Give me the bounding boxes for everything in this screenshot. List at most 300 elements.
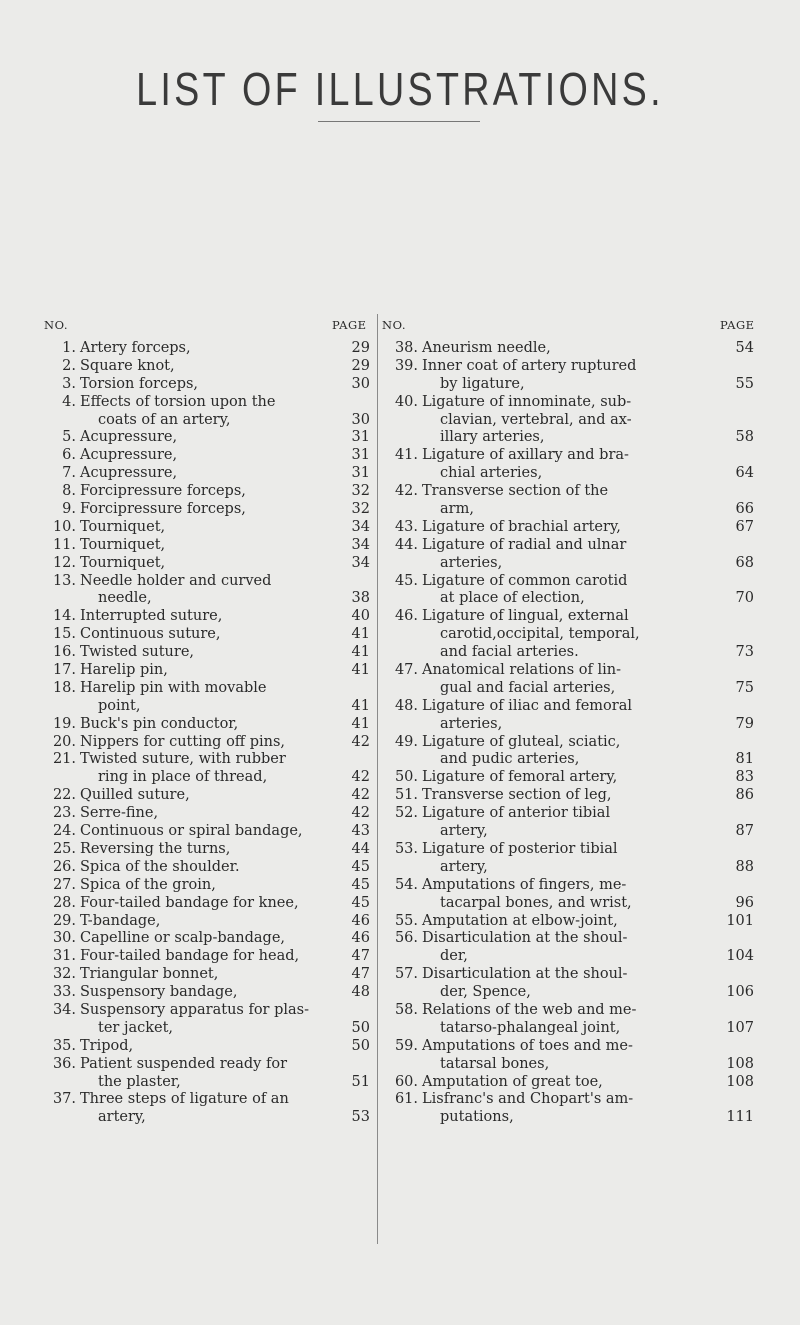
entry-page: 47: [351, 948, 370, 965]
illustration-entry: [44, 447, 374, 465]
left-page-header: PAGE: [332, 318, 367, 332]
entry-number: 61.: [394, 1091, 418, 1108]
entry-line: [44, 913, 374, 931]
entry-line: [386, 930, 754, 948]
illustration-entry: [386, 787, 754, 805]
entry-number: 53.: [394, 840, 418, 857]
entry-line: [386, 877, 754, 895]
entry-text: coats of an artery,: [98, 411, 231, 428]
entry-page: 68: [735, 554, 754, 571]
entry-text: the plaster,: [98, 1073, 181, 1090]
entry-text: Spica of the groin,: [80, 876, 216, 893]
entry-number: 23.: [52, 805, 76, 822]
illustration-entry: [386, 841, 754, 877]
entry-line: [44, 734, 374, 752]
entry-text: Continuous suture,: [80, 626, 221, 643]
illustration-entry: [44, 555, 374, 573]
entry-text: Relations of the web and me-: [422, 1001, 637, 1018]
entry-page: 42: [351, 769, 370, 786]
entry-number: 5.: [62, 429, 76, 446]
entry-text: Disarticulation at the shoul-: [422, 966, 628, 983]
entry-line: [386, 841, 754, 859]
illustration-entry: [44, 913, 374, 931]
entry-line: [44, 340, 374, 358]
entry-text: Ligature of radial and ulnar: [422, 536, 627, 553]
illustration-entry: [44, 465, 374, 483]
entry-number: 30.: [52, 930, 76, 947]
entry-page: 106: [726, 984, 754, 1001]
entry-number: 59.: [394, 1037, 418, 1054]
entry-page: 42: [351, 787, 370, 804]
entry-number: 50.: [394, 769, 418, 786]
entry-number: 15.: [52, 626, 76, 643]
entry-text: by ligature,: [440, 375, 525, 392]
entry-line: [386, 966, 754, 984]
entry-number: 60.: [394, 1073, 418, 1090]
illustration-entry: [44, 1091, 374, 1127]
entry-line: [44, 644, 374, 662]
entry-page: 40: [351, 608, 370, 625]
entry-line: [386, 895, 754, 913]
illustration-entry: [44, 537, 374, 555]
entry-text: Effects of torsion upon the: [80, 393, 276, 410]
illustration-entry: [44, 626, 374, 644]
entry-number: 35.: [52, 1037, 76, 1054]
entry-line: [44, 1056, 374, 1074]
illustration-entry: [386, 447, 754, 483]
entry-page: 88: [735, 858, 754, 875]
entry-line: [386, 1002, 754, 1020]
column-divider: [377, 314, 378, 1244]
page-title: LIST OF ILLUSTRATIONS.: [136, 63, 664, 115]
illustration-entry: [44, 501, 374, 519]
entry-text: and facial arteries.: [440, 644, 579, 661]
illustration-entry: [386, 662, 754, 698]
entry-text: Spica of the shoulder.: [80, 858, 240, 875]
illustration-entry: [386, 358, 754, 394]
entry-line: [44, 1091, 374, 1109]
entry-page: 31: [351, 447, 370, 464]
entry-page: 42: [351, 805, 370, 822]
entry-line: [386, 1091, 754, 1109]
illustration-entry: [44, 429, 374, 447]
entry-text: Continuous or spiral bandage,: [80, 823, 303, 840]
entry-text: T-bandage,: [80, 912, 161, 929]
entry-page: 108: [726, 1055, 754, 1072]
entry-line: [44, 841, 374, 859]
entry-page: 73: [735, 644, 754, 661]
entry-number: 48.: [394, 697, 418, 714]
illustration-entry: [44, 394, 374, 430]
illustration-entry: [44, 841, 374, 859]
entry-text: Forcipressure forceps,: [80, 501, 246, 518]
illustration-entry: [386, 483, 754, 519]
left-no-header: NO.: [44, 318, 68, 332]
entry-line: [44, 716, 374, 734]
right-no-header: NO.: [382, 318, 406, 332]
entry-text: arteries,: [440, 715, 503, 732]
entry-text: Twisted suture, with rubber: [80, 751, 286, 768]
entry-text: Amputation at elbow-joint,: [422, 912, 618, 929]
illustration-entry: [386, 1002, 754, 1038]
entry-page: 30: [351, 375, 370, 392]
entry-line: [386, 751, 754, 769]
entry-page: 50: [351, 1037, 370, 1054]
entry-page: 41: [351, 715, 370, 732]
entry-text: Harelip pin with movable: [80, 679, 267, 696]
entry-text: Tourniquet,: [80, 554, 166, 571]
entry-text: Twisted suture,: [80, 644, 195, 661]
entry-text: Amputations of toes and me-: [422, 1037, 633, 1054]
illustration-entry: [386, 769, 754, 787]
entry-number: 37.: [52, 1091, 76, 1108]
entry-text: clavian, vertebral, and ax-: [440, 411, 632, 428]
entry-line: [386, 573, 754, 591]
entry-page: 75: [735, 679, 754, 696]
entry-text: tacarpal bones, and wrist,: [440, 894, 632, 911]
illustration-entry: [44, 662, 374, 680]
entry-text: Four-tailed bandage for knee,: [80, 894, 299, 911]
entry-line: [44, 805, 374, 823]
illustration-entry: [386, 1074, 754, 1092]
entry-line: [386, 734, 754, 752]
entry-text: Artery forceps,: [80, 340, 191, 356]
entry-number: 24.: [52, 823, 76, 840]
entry-number: 51.: [394, 787, 418, 804]
entry-text: Ligature of iliac and femoral: [422, 697, 632, 714]
entry-text: Transverse section of the: [422, 483, 609, 500]
entry-number: 58.: [394, 1001, 418, 1018]
entry-text: and pudic arteries,: [440, 751, 580, 768]
entry-text: Ligature of anterior tibial: [422, 805, 611, 822]
entry-line: [386, 501, 754, 519]
entry-line: [386, 555, 754, 573]
entry-number: 26.: [52, 858, 76, 875]
entry-line: [386, 1038, 754, 1056]
entry-page: 87: [735, 823, 754, 840]
entry-text: carotid,occipital, temporal,: [440, 626, 640, 643]
entry-line: [386, 483, 754, 501]
entry-number: 13.: [52, 572, 76, 589]
entry-number: 31.: [52, 948, 76, 965]
entry-page: 29: [351, 357, 370, 374]
entry-text: Patient suspended ready for: [80, 1055, 288, 1072]
entry-page: 45: [351, 876, 370, 893]
entry-line: [44, 930, 374, 948]
entry-line: [386, 465, 754, 483]
entry-number: 2.: [62, 357, 76, 374]
entry-line: [386, 429, 754, 447]
entry-text: ring in place of thread,: [98, 769, 268, 786]
entry-number: 32.: [52, 966, 76, 983]
entry-text: Four-tailed bandage for head,: [80, 948, 300, 965]
entry-line: [44, 1109, 374, 1127]
entry-page: 86: [735, 787, 754, 804]
entry-line: [44, 590, 374, 608]
entry-text: Reversing the turns,: [80, 840, 231, 857]
illustration-entry: [44, 483, 374, 501]
entry-text: Harelip pin,: [80, 662, 168, 679]
entry-page: 32: [351, 501, 370, 518]
entry-text: artery,: [440, 858, 488, 875]
illustration-entry: [44, 787, 374, 805]
entry-text: Acupressure,: [80, 429, 178, 446]
entry-line: [44, 823, 374, 841]
entry-text: tatarso-phalangeal joint,: [440, 1019, 621, 1036]
entry-number: 18.: [52, 679, 76, 696]
entry-line: [386, 537, 754, 555]
entry-line: [44, 412, 374, 430]
entry-page: 31: [351, 465, 370, 482]
illustration-entry: [386, 966, 754, 1002]
illustration-entry: [44, 680, 374, 716]
left-column: [44, 340, 374, 1127]
entry-line: [44, 447, 374, 465]
entry-text: Acupressure,: [80, 465, 178, 482]
entry-number: 28.: [52, 894, 76, 911]
illustration-entry: [44, 895, 374, 913]
entry-number: 12.: [52, 554, 76, 571]
entry-text: gual and facial arteries,: [440, 679, 616, 696]
entry-page: 41: [351, 644, 370, 661]
entry-text: Quilled suture,: [80, 787, 190, 804]
entry-number: 33.: [52, 984, 76, 1001]
entry-number: 22.: [52, 787, 76, 804]
entry-page: 81: [735, 751, 754, 768]
entry-text: Square knot,: [80, 357, 175, 374]
entry-text: Aneurism needle,: [422, 340, 551, 356]
entry-number: 45.: [394, 572, 418, 589]
entry-line: [44, 877, 374, 895]
entry-line: [386, 608, 754, 626]
illustration-entry: [44, 877, 374, 895]
entry-number: 39.: [394, 357, 418, 374]
illustration-entry: [44, 859, 374, 877]
entry-line: [44, 537, 374, 555]
entry-page: 53: [351, 1109, 370, 1126]
entry-line: [44, 1074, 374, 1092]
illustration-entry: [386, 877, 754, 913]
entry-text: Inner coat of artery ruptured: [422, 357, 637, 374]
entry-text: needle,: [98, 590, 152, 607]
entry-text: Lisfranc's and Chopart's am-: [422, 1091, 634, 1108]
illustration-entry: [386, 930, 754, 966]
entry-line: [44, 358, 374, 376]
entry-number: 27.: [52, 876, 76, 893]
illustration-entry: [44, 734, 374, 752]
entry-text: Tourniquet,: [80, 536, 166, 553]
entry-text: Needle holder and curved: [80, 572, 272, 589]
illustration-entry: [44, 751, 374, 787]
entry-text: Acupressure,: [80, 447, 178, 464]
entry-line: [44, 429, 374, 447]
entry-line: [44, 394, 374, 412]
entry-line: [44, 984, 374, 1002]
entry-line: [386, 680, 754, 698]
entry-page: 34: [351, 518, 370, 535]
entry-line: [386, 716, 754, 734]
entry-line: [44, 966, 374, 984]
illustration-entry: [386, 573, 754, 609]
entry-page: 55: [735, 375, 754, 392]
entry-line: [44, 769, 374, 787]
entry-line: [44, 573, 374, 591]
entry-number: 3.: [62, 375, 76, 392]
entry-number: 47.: [394, 662, 418, 679]
entry-page: 45: [351, 894, 370, 911]
entry-text: Disarticulation at the shoul-: [422, 930, 628, 947]
entry-page: 107: [726, 1019, 754, 1036]
entry-text: Amputations of fingers, me-: [422, 876, 627, 893]
entry-number: 11.: [52, 536, 76, 553]
entry-line: [44, 680, 374, 698]
entry-text: arteries,: [440, 554, 503, 571]
illustration-entry: [44, 716, 374, 734]
entry-page: 44: [351, 840, 370, 857]
entry-line: [44, 698, 374, 716]
entry-page: 34: [351, 536, 370, 553]
entry-line: [386, 823, 754, 841]
entry-page: 48: [351, 984, 370, 1001]
illustration-entry: [44, 376, 374, 394]
illustration-entry: [44, 358, 374, 376]
entry-number: 25.: [52, 840, 76, 857]
illustration-entry: [44, 1038, 374, 1056]
entry-line: [386, 590, 754, 608]
entry-number: 57.: [394, 966, 418, 983]
entry-page: 54: [735, 340, 754, 356]
entry-number: 29.: [52, 912, 76, 929]
entry-number: 43.: [394, 518, 418, 535]
entry-text: Amputation of great toe,: [422, 1073, 603, 1090]
entry-line: [44, 895, 374, 913]
entry-number: 40.: [394, 393, 418, 410]
entry-line: [386, 698, 754, 716]
illustration-entry: [44, 948, 374, 966]
right-page-header: PAGE: [720, 318, 755, 332]
entry-line: [386, 519, 754, 537]
entry-text: Three steps of ligature of an: [80, 1091, 289, 1108]
entry-text: ter jacket,: [98, 1019, 174, 1036]
entry-page: 41: [351, 697, 370, 714]
entry-page: 46: [351, 912, 370, 929]
illustration-entry: [44, 519, 374, 537]
entry-text: Capelline or scalp-bandage,: [80, 930, 286, 947]
entry-number: 21.: [52, 751, 76, 768]
entry-page: 104: [726, 948, 754, 965]
entry-text: Tripod,: [80, 1037, 134, 1054]
entry-page: 79: [735, 715, 754, 732]
illustration-entry: [386, 537, 754, 573]
entry-line: [44, 948, 374, 966]
entry-number: 41.: [394, 447, 418, 464]
illustration-entry: [44, 644, 374, 662]
entry-page: 67: [735, 518, 754, 535]
entry-line: [44, 662, 374, 680]
entry-line: [386, 984, 754, 1002]
entry-line: [44, 555, 374, 573]
entry-text: Ligature of lingual, external: [422, 608, 629, 625]
entry-line: [44, 787, 374, 805]
entry-line: [44, 1002, 374, 1020]
entry-line: [386, 447, 754, 465]
entry-number: 16.: [52, 644, 76, 661]
entry-text: Ligature of femoral artery,: [422, 769, 618, 786]
entry-line: [386, 358, 754, 376]
entry-number: 1.: [62, 340, 76, 356]
illustration-entry: [386, 1091, 754, 1127]
entry-page: 51: [351, 1073, 370, 1090]
entry-line: [386, 626, 754, 644]
entry-line: [44, 859, 374, 877]
entry-page: 41: [351, 626, 370, 643]
entry-number: 42.: [394, 483, 418, 500]
entry-text: Ligature of gluteal, sciatic,: [422, 733, 621, 750]
entry-page: 34: [351, 554, 370, 571]
entry-line: [44, 465, 374, 483]
illustration-entry: [44, 573, 374, 609]
illustration-entry: [386, 340, 754, 358]
entry-text: Serre-fine,: [80, 805, 159, 822]
illustration-entry: [44, 984, 374, 1002]
entry-page: 47: [351, 966, 370, 983]
entry-text: Tourniquet,: [80, 518, 166, 535]
entry-page: 45: [351, 858, 370, 875]
entry-page: 70: [735, 590, 754, 607]
illustration-entry: [44, 823, 374, 841]
entry-line: [386, 644, 754, 662]
entry-line: [386, 1056, 754, 1074]
entry-line: [44, 608, 374, 626]
entry-page: 111: [726, 1109, 754, 1126]
entry-page: 29: [351, 340, 370, 356]
entry-page: 108: [726, 1073, 754, 1090]
entry-text: Ligature of common carotid: [422, 572, 628, 589]
entry-line: [386, 859, 754, 877]
entry-text: der, Spence,: [440, 984, 531, 1001]
entry-page: 46: [351, 930, 370, 947]
entry-text: Buck's pin conductor,: [80, 715, 239, 732]
illustration-entry: [386, 1038, 754, 1074]
entry-line: [386, 412, 754, 430]
entry-text: Torsion forceps,: [80, 375, 199, 392]
illustration-entry: [44, 805, 374, 823]
entry-number: 55.: [394, 912, 418, 929]
entry-line: [386, 394, 754, 412]
right-column: [386, 340, 754, 1127]
entry-line: [44, 1020, 374, 1038]
entry-page: 42: [351, 733, 370, 750]
entry-number: 8.: [62, 483, 76, 500]
entry-line: [386, 376, 754, 394]
illustration-entry: [386, 698, 754, 734]
entry-text: Anatomical relations of lin-: [422, 662, 622, 679]
illustration-entry: [44, 608, 374, 626]
entry-page: 96: [735, 894, 754, 911]
entry-line: [44, 483, 374, 501]
entry-line: [44, 519, 374, 537]
entry-page: 30: [351, 411, 370, 428]
entry-line: [44, 626, 374, 644]
entry-text: artery,: [440, 823, 488, 840]
entry-text: Ligature of axillary and bra-: [422, 447, 629, 464]
entry-page: 66: [735, 501, 754, 518]
entry-number: 7.: [62, 465, 76, 482]
entry-page: 41: [351, 662, 370, 679]
entry-text: putations,: [440, 1109, 514, 1126]
title-rule: [318, 121, 480, 122]
entry-page: 64: [735, 465, 754, 482]
